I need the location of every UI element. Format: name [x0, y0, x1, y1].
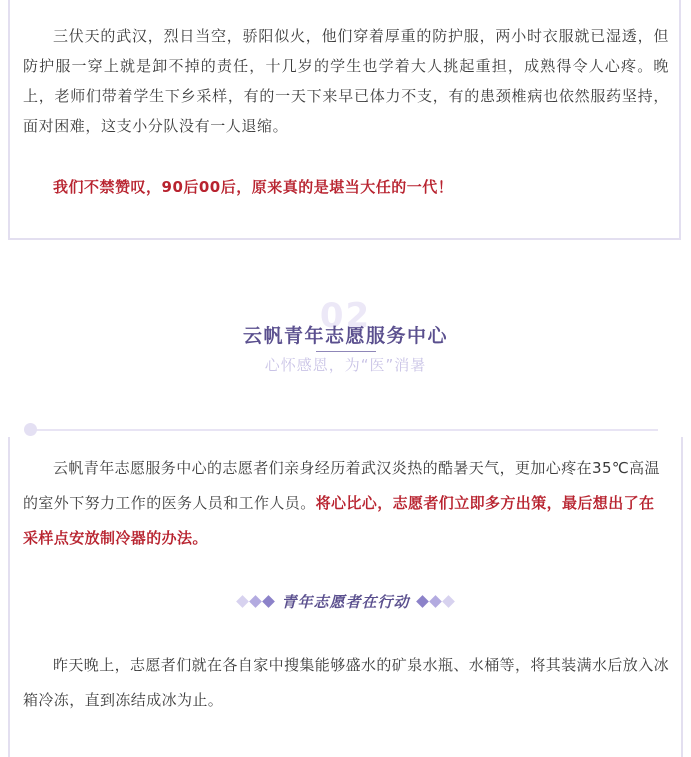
diamond-left-icon: [236, 597, 275, 606]
subheading: [0, 588, 691, 614]
section2-paragraph: [23, 451, 669, 556]
section-title: 云帆青年志愿服务中心: [242, 325, 448, 347]
rule-dot-icon: [24, 423, 37, 436]
section2-paragraph-2: 昨天晚上，志愿者们就在各自家中搜集能够盛水的矿泉水瓶、水桶等，将其装满水后放入冰箱冷冻，直到冻结成冰为止。: [23, 656, 670, 709]
subheading-text: 青年志愿者在行动: [281, 592, 410, 611]
section1-paragraph: 三伏天的武汉，烈日当空，骄阳似火，他们穿着厚重的防护服，两小时衣服就已湿透，但防护服一穿上就是卸不掉的责任，十几岁的学生也学着大人挑起重担，成熟得令人心疼。晚上，老师们带着学生下乡采样，有的一天下来早已体力不支，有的患颈椎病也依然服药坚持，面对困难，这支小分队没有一人退缩。: [23, 27, 669, 135]
card-top-rule: [30, 429, 658, 431]
title-underline: [316, 351, 376, 352]
section1-highlight: 我们不禁赞叹，90后00后，原来真的是堪当大任的一代！: [53, 178, 454, 196]
diamond-right-icon: [416, 597, 455, 606]
section2-paragraph-text: 云帆青年志愿服务中心的志愿者们亲身经历着武汉炎热的酷暑天气，更加心疼在35℃高温的室外下努力工作的医务人员和工作人员。: [23, 459, 660, 512]
section2-paragraph-emphasis: 将心比心，志愿者们立即多方出策，最后想出了在采样点安放制冷器的办法。: [23, 494, 655, 547]
section-number: 02: [319, 296, 372, 336]
section-subtitle: 心怀感恩，为“医”消暑: [264, 356, 427, 374]
